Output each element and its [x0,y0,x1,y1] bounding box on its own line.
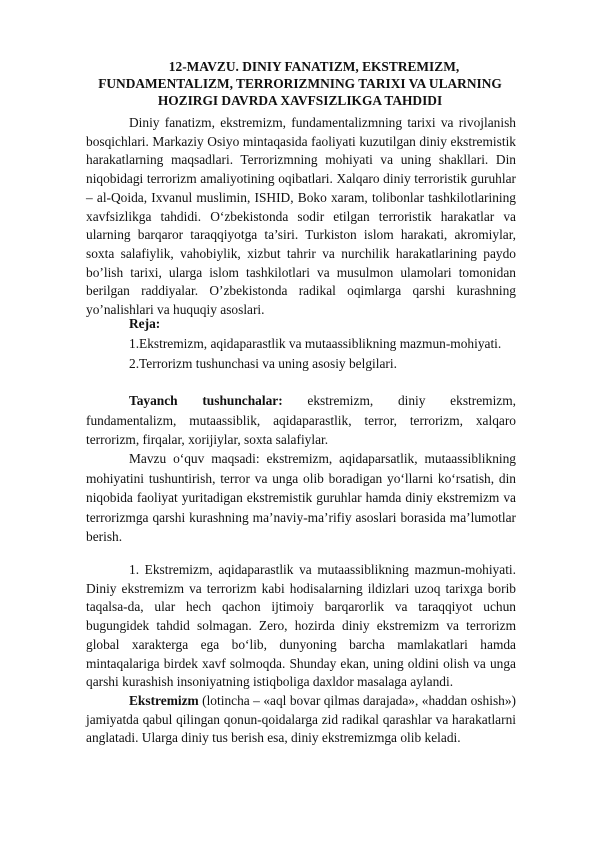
goal-paragraph: Mavzu o‘quv maqsadi: ekstremizm, aqidaparsatlik, mutaassiblikning mohiyatini tushuntirish, terror va unga olib boradigan yo‘llarni ko‘rsatish, din niqobida faoliyat yuritadigan ekstremistik guruhlar hamda diniy ekstremizm va terrorizmga qarshi kurashning ma’naviy-ma’rifiy asoslari borasida ma’lumotlar berish. [86,451,516,544]
keywords-text: ekstremizm, diniy ekstremizm, fundamentalizm, mutaassiblik, aqidaparastlik, terror, terrorizm, xalqaro terrorizm, firqalar, xorijiylar, soxta salafiylar. [86,393,516,447]
plan-item-2: 2.Terrorizm tushunchasi va uning asosiy belgilari. [129,356,397,371]
title-line-3: HOZIRGI DAVRDA XAVFSIZLIKGA TAHDIDI [157,93,443,108]
page-title [84,58,516,109]
plan-heading: Reja: [129,316,161,331]
plan-item-1: 1.Ekstremizm, aqidaparastlik va mutaassiblikning mazmun-mohiyati. [129,336,502,351]
annotation-paragraph: Diniy fanatizm, ekstremizm, fundamentalizmning tarixi va rivojlanish bosqichlari. Markaziy Osiyo mintaqasida faoliyati kuzutilgan diniy ekstremistik harakatlarning maqsadlari. Terrorizmning mohiyati va uning shakllari. Din niqobidagi terrorizm amaliyotining oqibatlari. Xalqaro diniy terroristik guruhlar – al-Qoida, Ixvanul muslimin, ISHID, Boko xaram, tolibonlar tashkilotlarining xavfsizlikga tahdidi. O‘zbekistonda sodir etilgan terroristik harakatlar va ularning barqaror taraqqiyotga ta’siri. Turkiston islom harakati, akromiylar, soxta salafiylik, vahobiylik, xizbut tahrir va nurchilik harakatlarining paydo bo’lish tarixi, ularga islom tashkilotlari va musulmon ulamolari tomonidan berilgan raddiyalar. O’zbekistonda radikal oqimlarga qarshi kurashning yo’nalishlari va huquqiy asoslari. [86,115,516,318]
title-line-1: 12-MAVZU. DINIY FANATIZM, EKSTREMIZM, [168,59,460,74]
keywords-label: Tayanch tushunchalar: [129,393,283,408]
definition-text: (lotincha – «aql bovar qilmas darajada», «haddan oshish») jamiyatda qabul qilingan qonun-qoidalarga zid radikal qarashlar va harakatlarni anglatadi. Ularga diniy tus berish esa, diniy ekstremizmga olib keladi. [86,693,516,746]
keywords-paragraph [86,391,516,450]
title-line-2: FUNDAMENTALIZM, TERRORIZMNING TARIXI VA ULARNING [98,76,502,91]
definition-term: Ekstremizm [129,693,199,708]
definition-paragraph [86,692,516,748]
section-1-paragraph: 1. Ekstremizm, aqidaparastlik va mutaassiblikning mazmun-mohiyati. Diniy ekstremizm va terrorizm kabi hodisalarning ildizlari uzoq tarixga borib taqalsa-da, ular hech qachon ijtimoiy barqarorlik va taraqqiyot uchun bugungidek tahdid solmagan. Zero, hozirda diniy ekstremizm va terrorizm global xarakterga ega bo‘lib, dunyoning barcha mamlakatlari hamda mintaqalariga birdek xavf solmoqda. Shunday ekan, uning oldini olish va unga qarshi kurashish insoniyatning istiqboliga daxldor masalaga aylandi. [86,562,516,690]
